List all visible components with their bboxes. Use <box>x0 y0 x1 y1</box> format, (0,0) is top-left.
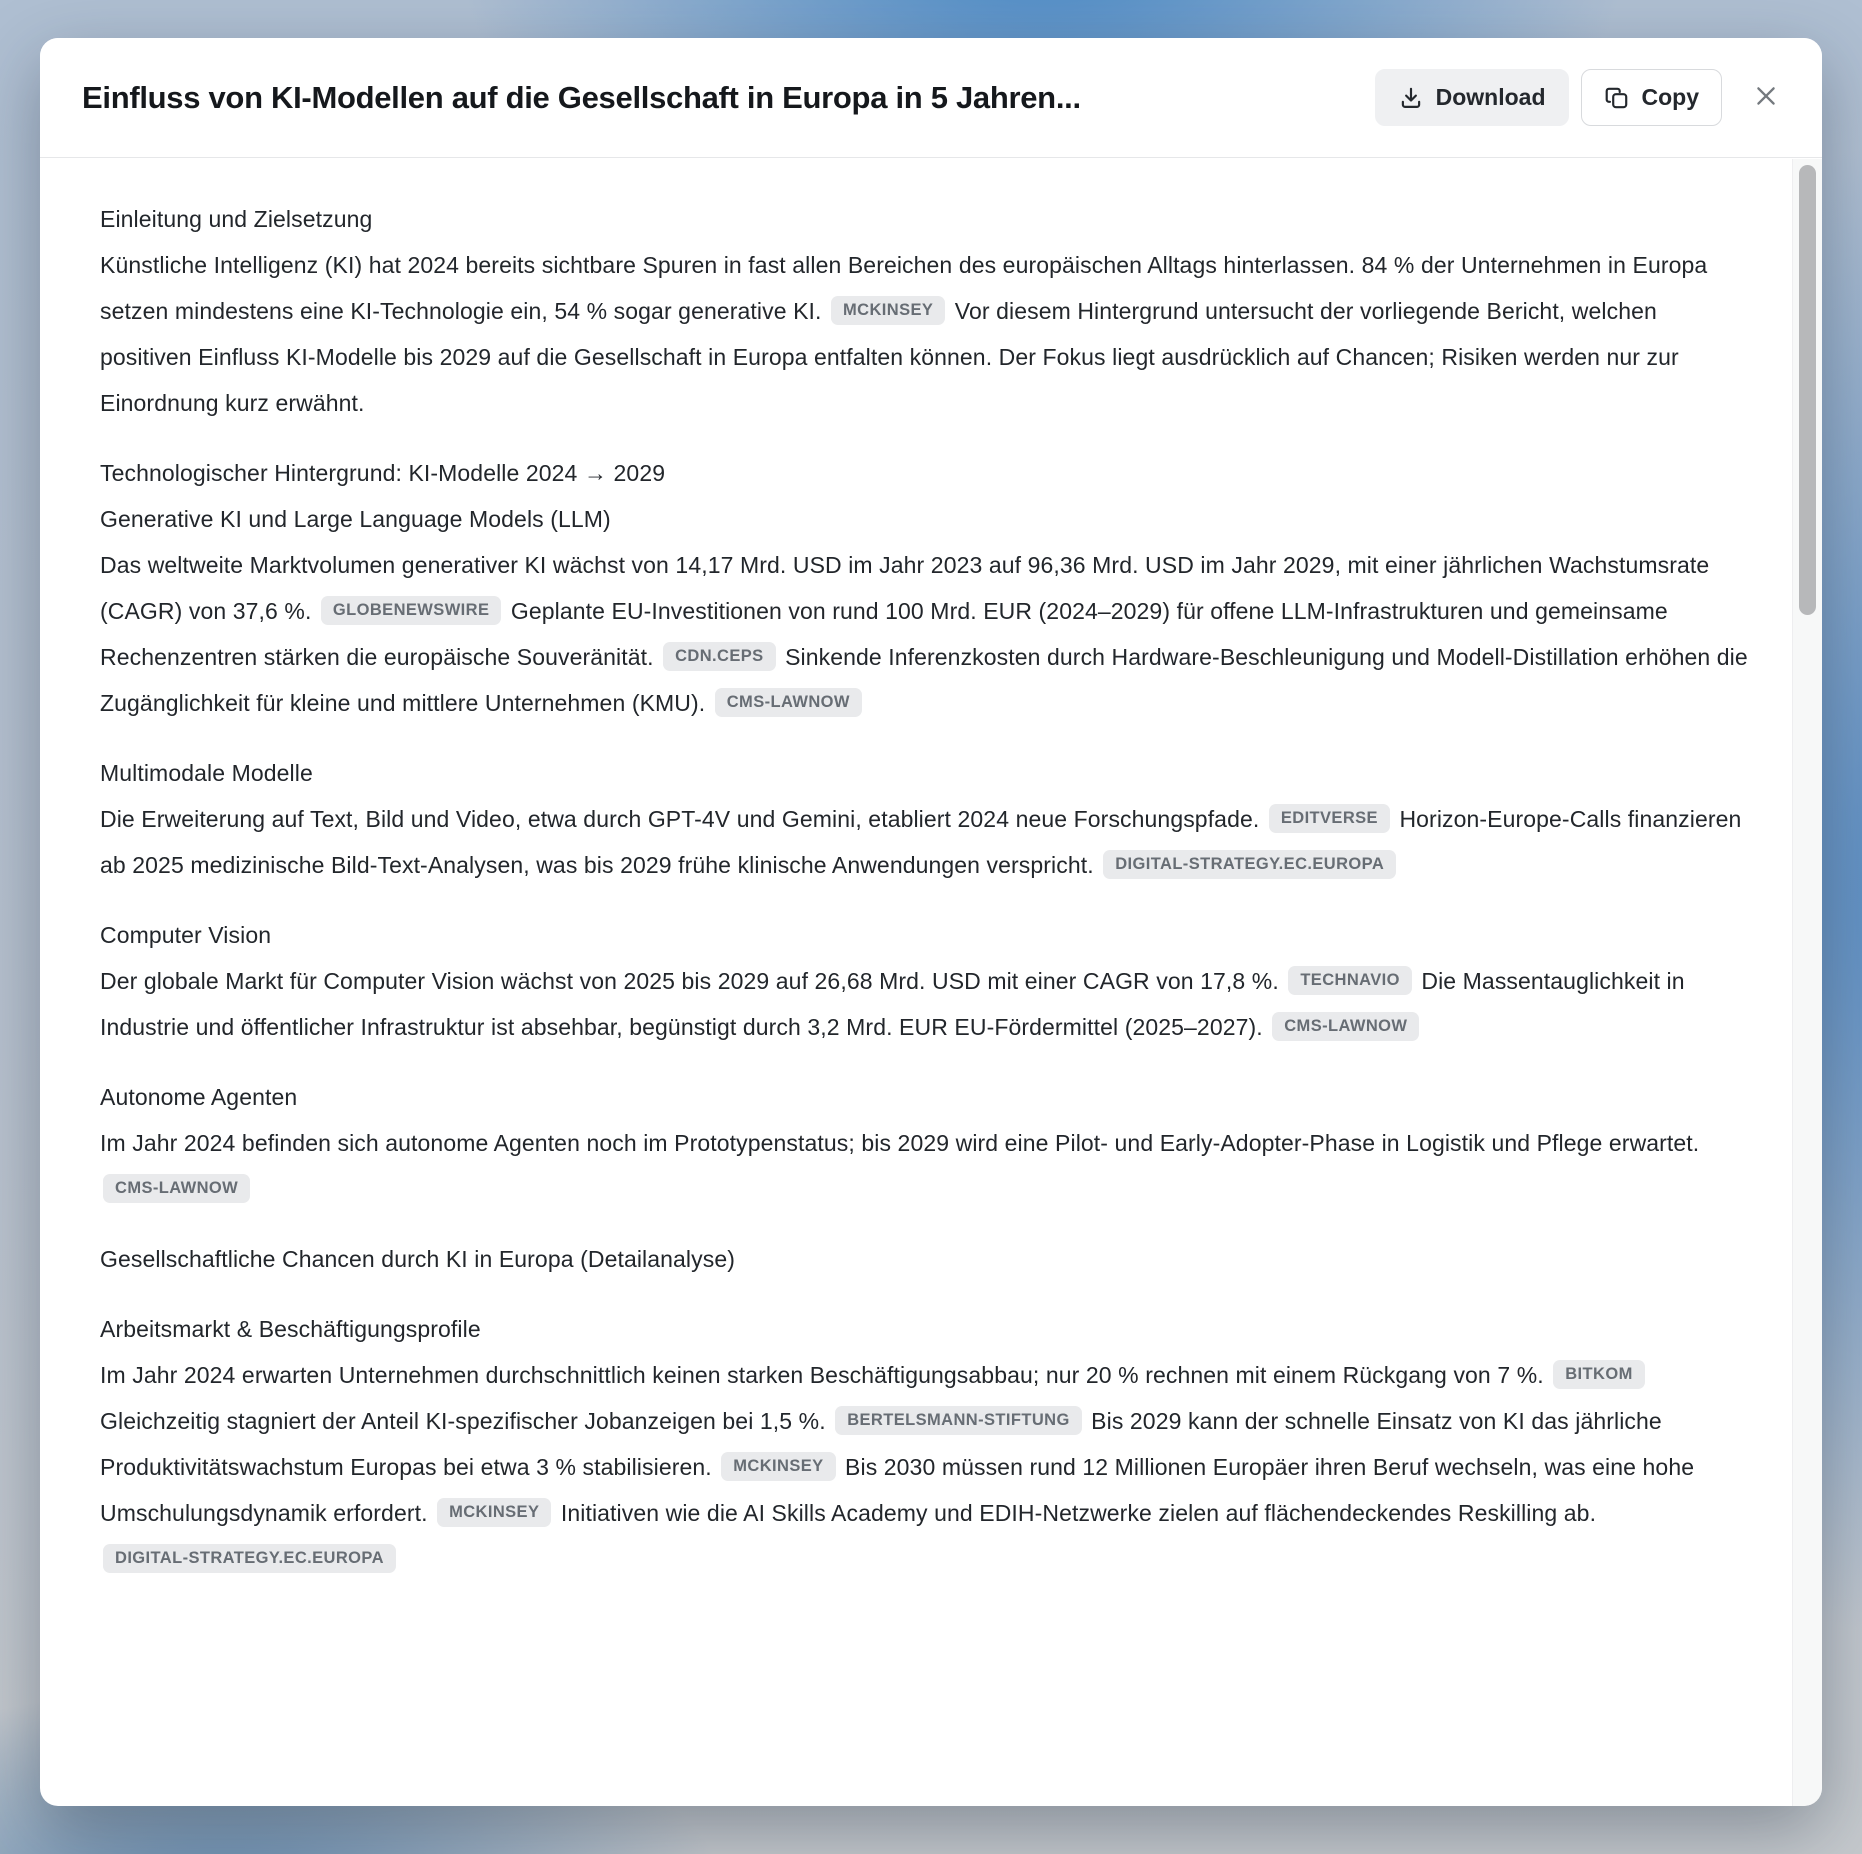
source-badge[interactable]: MCKINSEY <box>437 1498 551 1527</box>
document-section <box>100 1236 1752 1282</box>
text-run: Im Jahr 2024 befinden sich autonome Agenten noch im Prototypenstatus; bis 2029 wird eine Pilot- und Early-Adopter-Phase in Logistik und Pflege erwartet. <box>100 1130 1700 1156</box>
close-button[interactable] <box>1746 78 1786 118</box>
paragraph <box>100 542 1752 726</box>
document-section <box>100 1306 1752 1582</box>
text-run: Technologischer Hintergrund: KI-Modelle 2024 → 2029 <box>100 460 666 486</box>
scrollbar-thumb[interactable] <box>1799 165 1816 615</box>
text-run: Der globale Markt für Computer Vision wächst von 2025 bis 2029 auf 26,68 Mrd. USD mit einer CAGR von 17,8 %. <box>100 968 1286 994</box>
source-badge[interactable]: CMS-LAWNOW <box>1272 1012 1419 1041</box>
copy-button[interactable] <box>1581 69 1723 126</box>
text-run: Gesellschaftliche Chancen durch KI in Europa (Detailanalyse) <box>100 1246 735 1272</box>
source-badge[interactable]: EDITVERSE <box>1269 804 1390 833</box>
text-run: Vor diesem Hintergrund untersucht der vorliegende Bericht, welchen positiven Einfluss KI-Modelle bis 2029 auf die Gesellschaft in Europa entfalten können. Der Fokus liegt ausdrücklich auf Chancen; Risiken werden nur zur Einordnung kurz erwähnt. <box>100 298 1679 416</box>
document-section <box>100 450 1752 726</box>
text-run: Computer Vision <box>100 922 272 948</box>
source-badge[interactable]: GLOBENEWSWIRE <box>321 596 501 625</box>
copy-icon <box>1604 85 1630 111</box>
text-run: Die Erweiterung auf Text, Bild und Video, etwa durch GPT-4V und Gemini, etabliert 2024 neue Forschungspfade. <box>100 806 1266 832</box>
source-badge[interactable]: BITKOM <box>1553 1360 1644 1389</box>
text-run: Im Jahr 2024 erwarten Unternehmen durchschnittlich keinen starken Beschäftigungsabbau; nur 20 % rechnen mit einem Rückgang von 7 %. <box>100 1362 1551 1388</box>
text-run: Horizon-Europe-Calls finanzieren ab 2025 medizinische Bild-Text-Analysen, was bis 2029 frühe klinische Anwendungen verspricht. <box>100 806 1742 878</box>
source-badge[interactable]: CMS-LAWNOW <box>715 688 862 717</box>
paragraph <box>100 912 1752 958</box>
download-button[interactable] <box>1375 69 1569 126</box>
paragraph <box>100 750 1752 796</box>
source-badge[interactable]: CDN.CEPS <box>663 642 775 671</box>
source-badge[interactable]: BERTELSMANN-STIFTUNG <box>835 1406 1081 1435</box>
text-run: Bis 2029 kann der schnelle Einsatz von KI das jährliche Produktivitätswachstum Europas bei etwa 3 % stabilisieren. <box>100 1408 1662 1480</box>
text-run: Sinkende Inferenzkosten durch Hardware-Beschleunigung und Modell-Distillation erhöhen die Zugänglichkeit für kleine und mittlere Unternehmen (KMU). <box>100 644 1748 716</box>
text-run: Die Massentauglichkeit in Industrie und öffentlicher Infrastruktur ist absehbar, begünstigt durch 3,2 Mrd. EUR EU-Fördermittel (2025–2027). <box>100 968 1685 1040</box>
text-run: Künstliche Intelligenz (KI) hat 2024 bereits sichtbare Spuren in fast allen Bereichen des europäischen Alltags hinterlassen. 84 % der Unternehmen in Europa setzen mindestens eine KI-Technologie ein, 54 % sogar generative KI. <box>100 252 1708 324</box>
source-badge[interactable]: DIGITAL-STRATEGY.EC.EUROPA <box>103 1544 396 1573</box>
source-badge[interactable]: MCKINSEY <box>831 296 945 325</box>
source-badge[interactable]: MCKINSEY <box>721 1452 835 1481</box>
document-section <box>100 196 1752 426</box>
copy-button-label: Copy <box>1641 84 1699 110</box>
paragraph <box>100 796 1752 888</box>
paragraph <box>100 1074 1752 1120</box>
text-run: Autonome Agenten <box>100 1084 298 1110</box>
document-body <box>40 158 1822 1610</box>
paragraph <box>100 1306 1752 1352</box>
document-section <box>100 750 1752 888</box>
paragraph <box>100 496 1752 542</box>
source-badge[interactable]: DIGITAL-STRATEGY.EC.EUROPA <box>1103 850 1396 879</box>
source-badge[interactable]: TECHNAVIO <box>1288 966 1412 995</box>
download-button-label: Download <box>1435 84 1546 110</box>
paragraph <box>100 242 1752 426</box>
paragraph <box>100 196 1752 242</box>
text-run: Initiativen wie die AI Skills Academy und EDIH-Netzwerke zielen auf flächendeckendes Reskilling ab. <box>554 1500 1597 1526</box>
document-title: Einfluss von KI-Modellen auf die Gesellschaft in Europa in 5 Jahren... <box>82 79 1081 115</box>
paragraph <box>100 958 1752 1050</box>
text-run: Generative KI und Large Language Models (LLM) <box>100 506 611 532</box>
text-run: Geplante EU-Investitionen von rund 100 Mrd. EUR (2024–2029) für offene LLM-Infrastrukturen und gemeinsame Rechenzentren stärken die europäische Souveränität. <box>100 598 1668 670</box>
text-run: Arbeitsmarkt & Beschäftigungsprofile <box>100 1316 481 1342</box>
paragraph <box>100 1352 1752 1582</box>
paragraph <box>100 1120 1752 1212</box>
source-badge[interactable]: CMS-LAWNOW <box>103 1174 250 1203</box>
text-run: Multimodale Modelle <box>100 760 313 786</box>
document-section <box>100 1074 1752 1212</box>
text-run: Bis 2030 müssen rund 12 Millionen Europäer ihren Beruf wechseln, was eine hohe Umschulungsdynamik erfordert. <box>100 1454 1695 1526</box>
paragraph <box>100 1236 1752 1282</box>
document-modal <box>40 38 1822 1806</box>
scrollbar-track[interactable] <box>1792 159 1822 1806</box>
download-icon <box>1398 85 1424 111</box>
close-icon <box>1752 82 1780 113</box>
modal-header <box>40 38 1822 158</box>
paragraph <box>100 450 1752 496</box>
text-run: Das weltweite Marktvolumen generativer KI wächst von 14,17 Mrd. USD im Jahr 2023 auf 96,36 Mrd. USD im Jahr 2029, mit einer jährlichen Wachstumsrate (CAGR) von 37,6 %. <box>100 552 1710 624</box>
document-section <box>100 912 1752 1050</box>
text-run: Einleitung und Zielsetzung <box>100 206 373 232</box>
text-run: Gleichzeitig stagniert der Anteil KI-spezifischer Jobanzeigen bei 1,5 %. <box>100 1408 833 1434</box>
